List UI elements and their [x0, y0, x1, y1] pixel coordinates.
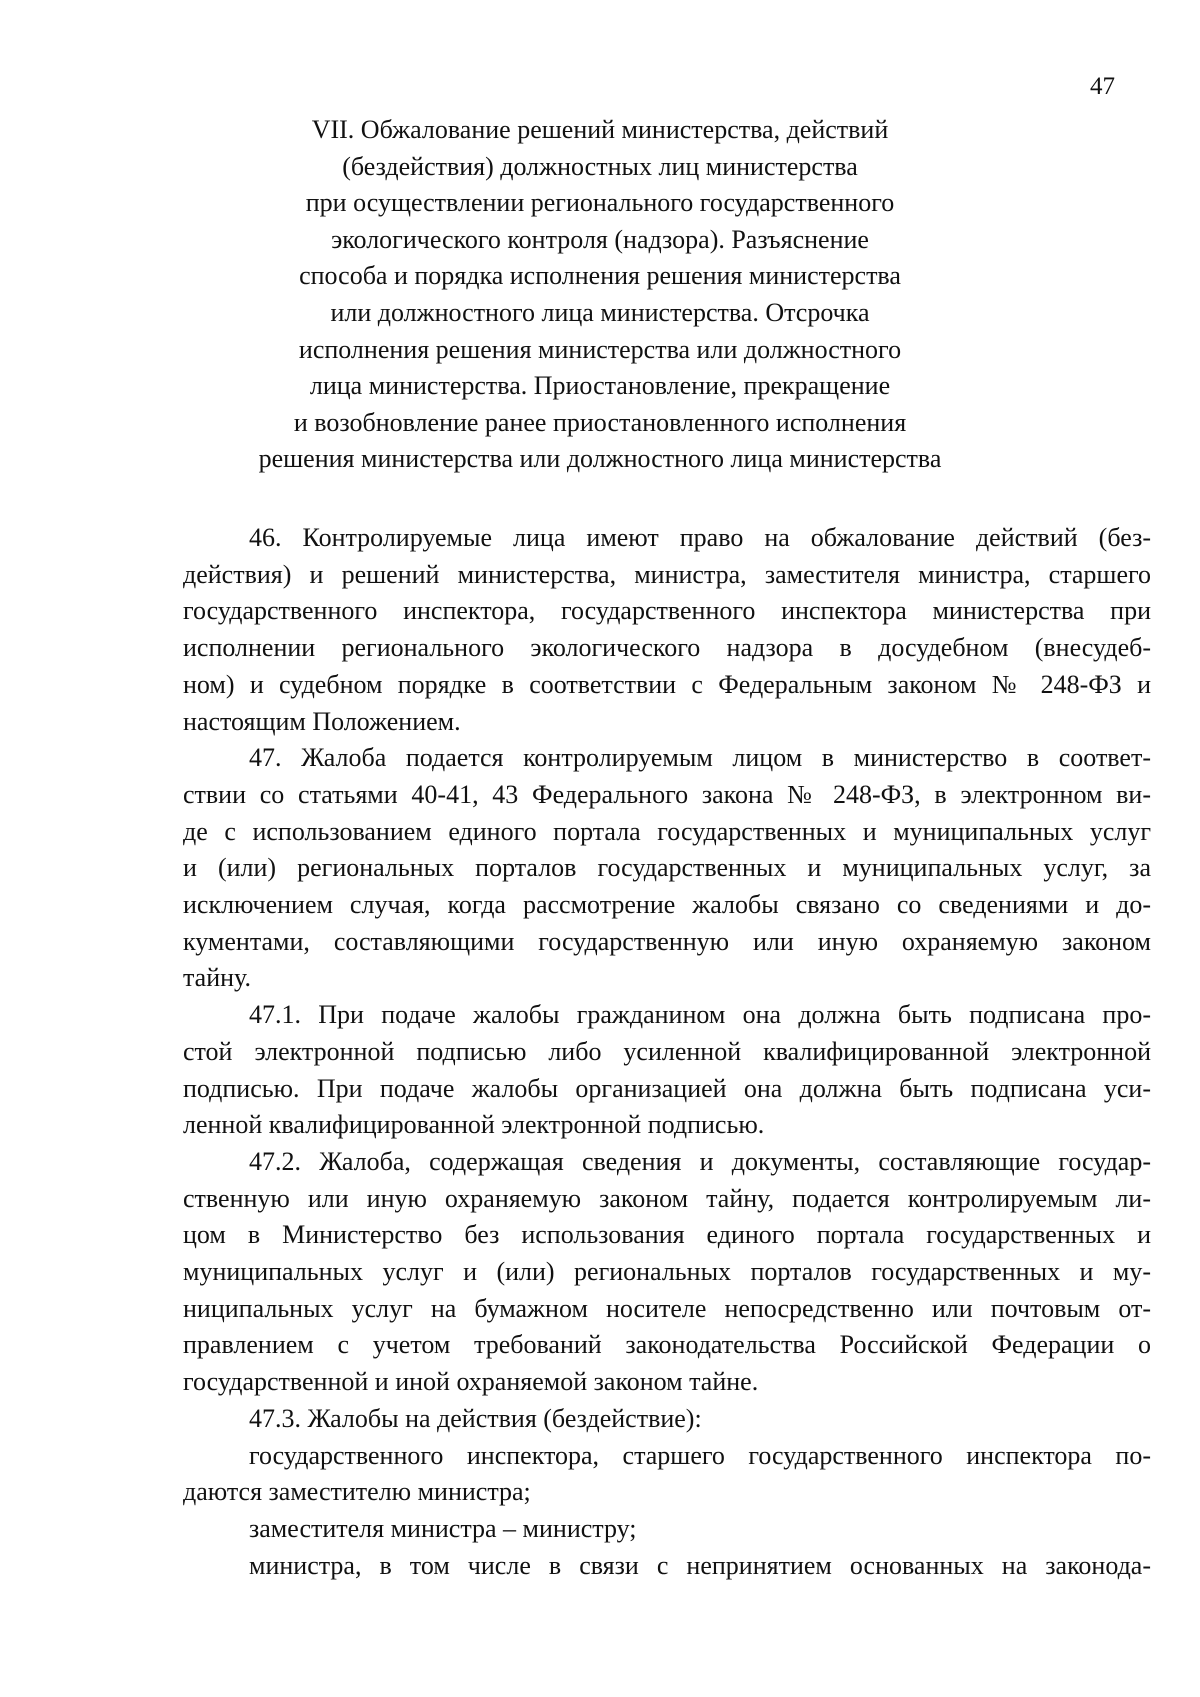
- heading-line: (бездействия) должностных лиц министерства: [342, 151, 858, 181]
- text-line: исполнении регионального экологического надзора в досудебном (внесудеб-: [183, 633, 1151, 663]
- text-line: кументами, составляющими государственную или иную охраняемую законом: [183, 926, 1151, 956]
- list-item: [183, 1511, 1151, 1548]
- heading-line: при осуществлении регионального государственного: [305, 188, 895, 218]
- heading-line: исполнения решения министерства или должностного: [298, 334, 902, 364]
- text-line: правлением с учетом требований законодательства Российской Федерации о: [183, 1330, 1151, 1360]
- text-line: ниципальных услуг на бумажном носителе непосредственно или почтовым от-: [183, 1293, 1151, 1323]
- page-number: 47: [1090, 73, 1115, 100]
- heading-line: лица министерства. Приостановление, прекращение: [309, 371, 891, 401]
- text-line: ленной квалифицированной электронной подписью.: [183, 1110, 765, 1140]
- text-line: заместителя министра – министру;: [249, 1513, 637, 1543]
- section-heading: [180, 112, 1020, 478]
- paragraph-47-3: [183, 1401, 1151, 1438]
- text-line: ствии со статьями 40-41, 43 Федерального закона № 248-ФЗ, в электронном ви-: [183, 779, 1151, 809]
- heading-line: и возобновление ранее приостановленного исполнения: [293, 407, 907, 437]
- text-line: де с использованием единого портала государственных и муниципальных услуг: [183, 816, 1151, 846]
- heading-line: экологического контроля (надзора). Разъяснение: [331, 224, 869, 254]
- text-line: ном) и судебном порядке в соответствии с Федеральным законом № 248-ФЗ и: [183, 669, 1151, 699]
- text-line: министра, в том числе в связи с непринятием основанных на законода-: [249, 1550, 1151, 1580]
- text-line: действия) и решений министерства, министра, заместителя министра, старшего: [183, 559, 1151, 589]
- text-line: государственного инспектора, государственного инспектора министерства при: [183, 596, 1151, 626]
- text-line: муниципальных услуг и (или) региональных порталов государственных и му-: [183, 1257, 1151, 1287]
- text-line: даются заместителю министра;: [183, 1477, 531, 1507]
- document-body: [183, 520, 1151, 1584]
- text-line: цом в Министерство без использования единого портала государственных и: [183, 1220, 1151, 1250]
- text-line: 47.1. При подаче жалобы гражданином она должна быть подписана про-: [249, 1000, 1151, 1030]
- text-line: 47.3. Жалобы на действия (бездействие):: [249, 1403, 702, 1433]
- paragraph-47-2: [183, 1144, 1151, 1401]
- text-line: 47. Жалоба подается контролируемым лицом в министерство в соответ-: [249, 743, 1151, 773]
- heading-line: VII. Обжалование решений министерства, действий: [311, 115, 889, 144]
- heading-line: способа и порядка исполнения решения министерства: [299, 261, 901, 291]
- text-line: ственную или иную охраняемую законом тайну, подается контролируемым ли-: [183, 1183, 1151, 1213]
- text-line: подписью. При подаче жалобы организацией она должна быть подписана уси-: [183, 1073, 1151, 1103]
- text-line: стой электронной подписью либо усиленной квалифицированной электронной: [183, 1036, 1151, 1066]
- list-item: [183, 1438, 1151, 1511]
- paragraph-46: [183, 520, 1151, 740]
- paragraph-47: [183, 740, 1151, 997]
- text-line: государственной и иной охраняемой законом тайне.: [183, 1367, 759, 1397]
- text-line: государственного инспектора, старшего государственного инспектора по-: [249, 1440, 1151, 1470]
- paragraph-47-1: [183, 997, 1151, 1144]
- text-line: настоящим Положением.: [183, 706, 461, 736]
- text-line: 47.2. Жалоба, содержащая сведения и документы, составляющие государ-: [249, 1146, 1151, 1176]
- text-line: 46. Контролируемые лица имеют право на обжалование действий (без-: [249, 523, 1151, 552]
- heading-line: решения министерства или должностного лица министерства: [258, 444, 942, 474]
- list-item: [183, 1548, 1151, 1585]
- text-line: исключением случая, когда рассмотрение жалобы связано со сведениями и до-: [183, 890, 1151, 920]
- heading-line: или должностного лица министерства. Отсрочка: [330, 297, 870, 327]
- text-line: и (или) региональных порталов государственных и муниципальных услуг, за: [183, 853, 1151, 883]
- text-line: тайну.: [183, 963, 251, 993]
